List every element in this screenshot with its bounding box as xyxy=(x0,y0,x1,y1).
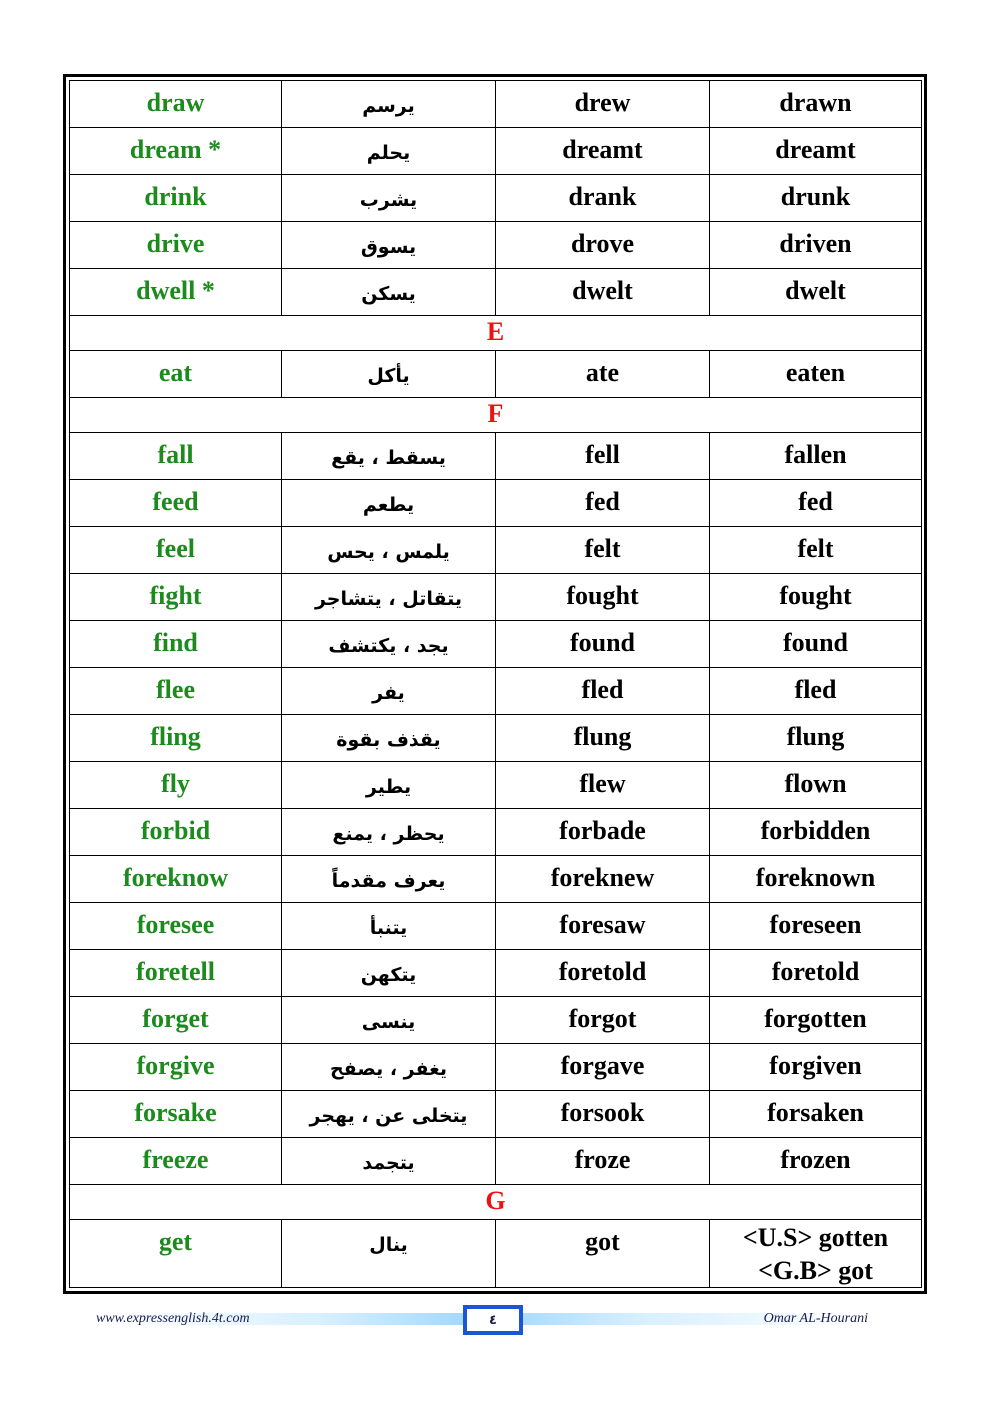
arabic-meaning-cell: يلمس ، يحس xyxy=(282,527,496,574)
verb-row xyxy=(70,175,922,222)
past-simple-cell: dreamt xyxy=(496,128,710,175)
base-form-cell: dwell * xyxy=(70,269,282,316)
arabic-meaning-cell: يطعم xyxy=(282,480,496,527)
verb-row xyxy=(70,527,922,574)
arabic-meaning-cell: يحلم xyxy=(282,128,496,175)
past-participle-cell: foretold xyxy=(710,950,922,997)
past-participle-cell: frozen xyxy=(710,1138,922,1185)
arabic-meaning-cell: يجد ، يكتشف xyxy=(282,621,496,668)
arabic-meaning-cell: يحظر ، يمنع xyxy=(282,809,496,856)
participle-line: <G.B> got xyxy=(758,1256,873,1285)
verb-row xyxy=(70,351,922,398)
past-simple-cell: forgot xyxy=(496,997,710,1044)
past-participle-cell: fallen xyxy=(710,433,922,480)
past-simple-cell: found xyxy=(496,621,710,668)
verb-row xyxy=(70,574,922,621)
arabic-meaning-cell: يغفر ، يصفح xyxy=(282,1044,496,1091)
base-form-cell: forbid xyxy=(70,809,282,856)
footer-author: Omar AL-Hourani xyxy=(763,1311,868,1326)
arabic-meaning-cell: يطير xyxy=(282,762,496,809)
verb-table-body xyxy=(70,81,922,1288)
verb-row xyxy=(70,1220,922,1288)
verb-row xyxy=(70,809,922,856)
past-simple-cell: foreknew xyxy=(496,856,710,903)
base-form-cell: feel xyxy=(70,527,282,574)
verb-row xyxy=(70,269,922,316)
past-participle-cell: drunk xyxy=(710,175,922,222)
section-letter: G xyxy=(70,1185,922,1220)
past-participle-cell: fled xyxy=(710,668,922,715)
base-form-cell: eat xyxy=(70,351,282,398)
past-participle-cell: driven xyxy=(710,222,922,269)
section-letter: F xyxy=(70,398,922,433)
letter-section-row xyxy=(70,1185,922,1220)
arabic-meaning-cell: يرسم xyxy=(282,81,496,128)
past-simple-cell: forbade xyxy=(496,809,710,856)
past-participle-cell: felt xyxy=(710,527,922,574)
base-form-cell: flee xyxy=(70,668,282,715)
arabic-meaning-cell: يتنبأ xyxy=(282,903,496,950)
base-form-cell: fight xyxy=(70,574,282,621)
base-form-cell: draw xyxy=(70,81,282,128)
base-form-cell: foretell xyxy=(70,950,282,997)
past-participle-cell: forbidden xyxy=(710,809,922,856)
past-participle-cell: forsaken xyxy=(710,1091,922,1138)
past-simple-cell: forgave xyxy=(496,1044,710,1091)
verb-row xyxy=(70,81,922,128)
page-number: ٤ xyxy=(489,1312,497,1328)
arabic-meaning-cell: يقذف بقوة xyxy=(282,715,496,762)
base-form-cell: foreknow xyxy=(70,856,282,903)
past-participle-cell: found xyxy=(710,621,922,668)
participle-line: <U.S> gotten xyxy=(742,1223,889,1252)
verb-row xyxy=(70,621,922,668)
past-simple-cell: drank xyxy=(496,175,710,222)
past-simple-cell: forsook xyxy=(496,1091,710,1138)
past-simple-cell: drove xyxy=(496,222,710,269)
past-simple-cell: foretold xyxy=(496,950,710,997)
verb-row xyxy=(70,997,922,1044)
verb-row xyxy=(70,128,922,175)
arabic-meaning-cell: يتجمد xyxy=(282,1138,496,1185)
past-simple-cell: felt xyxy=(496,527,710,574)
base-form-cell: get xyxy=(70,1220,282,1288)
base-form-cell: find xyxy=(70,621,282,668)
arabic-meaning-cell: يسقط ، يقع xyxy=(282,433,496,480)
past-simple-cell: fell xyxy=(496,433,710,480)
past-participle-cell: flung xyxy=(710,715,922,762)
past-participle-cell: fought xyxy=(710,574,922,621)
letter-section-row xyxy=(70,398,922,433)
base-form-cell: dream * xyxy=(70,128,282,175)
irregular-verbs-table xyxy=(69,80,922,1288)
past-simple-cell: fed xyxy=(496,480,710,527)
arabic-meaning-cell: يتقاتل ، يتشاجر xyxy=(282,574,496,621)
past-participle-cell: foreknown xyxy=(710,856,922,903)
base-form-cell: foresee xyxy=(70,903,282,950)
arabic-meaning-cell: يشرب xyxy=(282,175,496,222)
page-footer xyxy=(96,1305,868,1335)
past-participle-cell: dwelt xyxy=(710,269,922,316)
verb-table-frame xyxy=(63,74,927,1294)
verb-row xyxy=(70,480,922,527)
past-simple-cell: flew xyxy=(496,762,710,809)
past-simple-cell: dwelt xyxy=(496,269,710,316)
past-participle-cell: flown xyxy=(710,762,922,809)
verb-row xyxy=(70,762,922,809)
base-form-cell: forget xyxy=(70,997,282,1044)
base-form-cell: forsake xyxy=(70,1091,282,1138)
arabic-meaning-cell: يسكن xyxy=(282,269,496,316)
past-participle-cell xyxy=(710,1220,922,1288)
footer-website: www.expressenglish.4t.com xyxy=(96,1311,250,1326)
past-participle-cell: forgiven xyxy=(710,1044,922,1091)
verb-row xyxy=(70,856,922,903)
past-simple-cell: ate xyxy=(496,351,710,398)
past-simple-cell: flung xyxy=(496,715,710,762)
past-simple-cell: foresaw xyxy=(496,903,710,950)
past-simple-cell: got xyxy=(496,1220,710,1288)
verb-row xyxy=(70,433,922,480)
past-simple-cell: froze xyxy=(496,1138,710,1185)
arabic-meaning-cell: ينال xyxy=(282,1220,496,1288)
past-simple-cell: fought xyxy=(496,574,710,621)
arabic-meaning-cell: يفر xyxy=(282,668,496,715)
page-number-box xyxy=(463,1305,523,1335)
base-form-cell: forgive xyxy=(70,1044,282,1091)
arabic-meaning-cell: يعرف مقدماً xyxy=(282,856,496,903)
past-participle-cell: eaten xyxy=(710,351,922,398)
arabic-meaning-cell: يسوق xyxy=(282,222,496,269)
past-participle-cell: foreseen xyxy=(710,903,922,950)
verb-row xyxy=(70,1138,922,1185)
verb-row xyxy=(70,950,922,997)
verb-row xyxy=(70,222,922,269)
base-form-cell: freeze xyxy=(70,1138,282,1185)
past-simple-cell: fled xyxy=(496,668,710,715)
letter-section-row xyxy=(70,316,922,351)
verb-row xyxy=(70,715,922,762)
past-participle-cell: drawn xyxy=(710,81,922,128)
verb-row xyxy=(70,1044,922,1091)
base-form-cell: fling xyxy=(70,715,282,762)
verb-row xyxy=(70,668,922,715)
past-simple-cell: drew xyxy=(496,81,710,128)
past-participle-cell: dreamt xyxy=(710,128,922,175)
past-participle-cell: forgotten xyxy=(710,997,922,1044)
base-form-cell: fall xyxy=(70,433,282,480)
arabic-meaning-cell: يتخلى عن ، يهجر xyxy=(282,1091,496,1138)
section-letter: E xyxy=(70,316,922,351)
base-form-cell: drive xyxy=(70,222,282,269)
verb-row xyxy=(70,1091,922,1138)
arabic-meaning-cell: يأكل xyxy=(282,351,496,398)
arabic-meaning-cell: ينسى xyxy=(282,997,496,1044)
base-form-cell: drink xyxy=(70,175,282,222)
verb-row xyxy=(70,903,922,950)
base-form-cell: feed xyxy=(70,480,282,527)
arabic-meaning-cell: يتكهن xyxy=(282,950,496,997)
base-form-cell: fly xyxy=(70,762,282,809)
past-participle-cell: fed xyxy=(710,480,922,527)
